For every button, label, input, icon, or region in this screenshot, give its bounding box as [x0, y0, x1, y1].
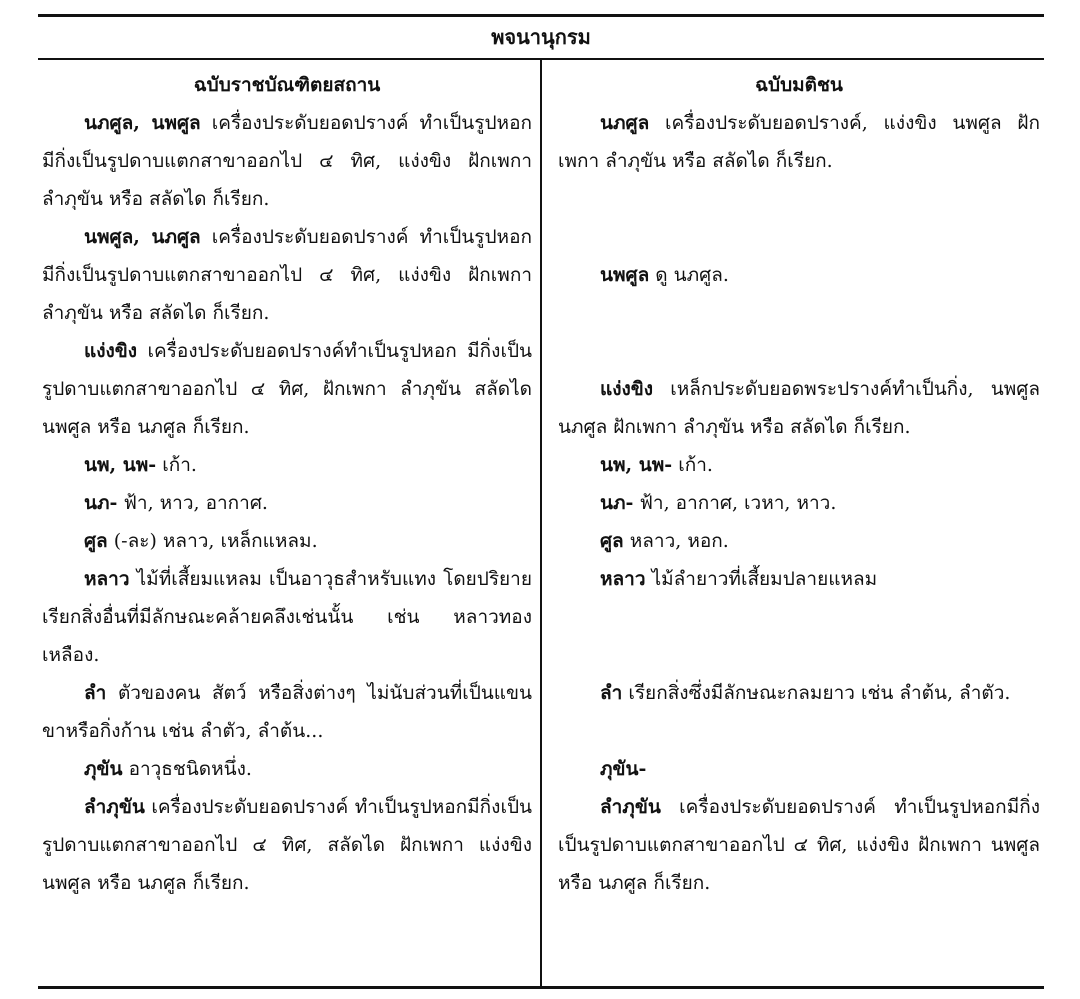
dictionary-comparison-table	[38, 14, 1044, 992]
entry-term: นภ-	[84, 492, 118, 514]
entry-definition: เครื่องประดับยอดปรางค์ ทำเป็นรูปหอก มีกิ่งเป็นรูปดาบแตกสาขาออกไป ๔ ทิศ, แง่งขิง ฝักเพกา ลำภุขัน หรือ สลัดได ก็เรียก.	[42, 112, 532, 210]
entry-term-alt: นพ-	[122, 454, 157, 476]
entry-term: ลำภุขัน	[600, 796, 661, 818]
entry-term: ภุขัน-	[600, 758, 647, 780]
entry-left-5	[38, 522, 538, 560]
entry-term: นพ	[84, 454, 110, 476]
entry-term: ศูล	[600, 530, 624, 552]
entry-definition: ฟ้า, อากาศ, เวหา, หาว.	[639, 492, 837, 514]
entry-term: ลำ	[600, 682, 623, 704]
entry-right-0	[546, 104, 1044, 180]
entry-definition: เครื่องประดับยอดปรางค์ ทำเป็นรูปหอกมีกิ่งเป็นรูปดาบแตกสาขาออกไป ๔ ทิศ, สลัดได ฝักเพกา แง่งขิง นพศูล หรือ นภศูล ก็เรียก.	[42, 796, 533, 894]
table-title: พจนานุกรม	[491, 25, 591, 49]
entry-separator: ,	[133, 112, 152, 134]
column-header-royal-institute: ฉบับราชบัณฑิตยสถาน	[193, 74, 381, 96]
entry-definition: เก้า.	[162, 454, 197, 476]
entry-term-alt: นพศูล	[151, 112, 201, 134]
entry-definition: หลาว, หอก.	[629, 530, 729, 552]
column-royal-institute	[38, 66, 538, 104]
entry-term: แง่งขิง	[84, 340, 138, 362]
entry-left-2	[38, 332, 538, 446]
entry-left-1	[38, 218, 538, 332]
entry-term: หลาว	[600, 568, 646, 590]
entry-right-7	[546, 674, 1044, 712]
column-header-matichon: ฉบับมติชน	[755, 74, 843, 96]
entry-term: นภศูล	[84, 112, 134, 134]
entry-definition: เครื่องประดับยอดปรางค์ ทำเป็นรูปหอกมีกิ่งเป็นรูปดาบแตกสาขาออกไป ๔ ทิศ, แง่งขิง ฝักเพกา นพศูล หรือ นภศูล ก็เรียก.	[558, 796, 1040, 894]
entry-term: ลำภุขัน	[84, 796, 145, 818]
entry-definition: (-ละ) หลาว, เหล็กแหลม.	[113, 530, 318, 552]
entry-right-8	[546, 750, 1044, 788]
entry-left-7	[38, 674, 538, 750]
column-matichon-entries	[546, 104, 1044, 984]
entry-left-3	[38, 446, 538, 484]
entry-right-4	[546, 484, 1044, 522]
entry-term: ศูล	[84, 530, 108, 552]
entry-term: นพศูล	[84, 226, 134, 248]
entry-right-5	[546, 522, 1044, 560]
entry-term-alt: นภศูล	[151, 226, 201, 248]
entry-left-9	[38, 788, 538, 902]
entry-definition: ไม้ที่เสี้ยมแหลม เป็นอาวุธสำหรับแทง โดยปริยายเรียกสิ่งอื่นที่มีลักษณะคล้ายคลึงเช่นนั้น เช่น หลาวทองเหลือง.	[42, 568, 532, 666]
entry-definition: ฟ้า, หาว, อากาศ.	[123, 492, 268, 514]
entry-right-1	[546, 256, 1044, 294]
entry-definition: เรียกสิ่งซึ่งมีลักษณะกลมยาว เช่น ลำต้น, ลำตัว.	[628, 682, 1011, 704]
entry-definition: เครื่องประดับยอดปรางค์ ทำเป็นรูปหอก มีกิ่งเป็นรูปดาบแตกสาขาออกไป ๔ ทิศ, แง่งขิง ฝักเพกา ลำภุขัน หรือ สลัดได ก็เรียก.	[42, 226, 532, 324]
table-top-rule	[38, 14, 1044, 17]
entry-left-6	[38, 560, 538, 674]
entry-definition: ไม้ลำยาวที่เสี้ยมปลายแหลม	[651, 568, 878, 590]
entry-term: นภ-	[600, 492, 634, 514]
entry-term: แง่งขิง	[600, 378, 654, 400]
entry-separator: ,	[133, 226, 152, 248]
entry-definition: เครื่องประดับยอดปรางค์ทำเป็นรูปหอก มีกิ่งเป็นรูปดาบแตกสาขาออกไป ๔ ทิศ, ฝักเพกา ลำภุขัน สลัดได นพศูล หรือ นภศูล ก็เรียก.	[42, 340, 533, 438]
entry-term-alt: นพ-	[638, 454, 673, 476]
entry-term: นพศูล	[600, 264, 650, 286]
entry-term: หลาว	[84, 568, 130, 590]
entry-right-9	[546, 788, 1044, 902]
table-bottom-rule	[38, 986, 1044, 989]
entry-term: นพ	[600, 454, 626, 476]
entry-left-4	[38, 484, 538, 522]
column-matichon	[546, 66, 1044, 104]
column-royal-institute-entries	[38, 104, 538, 984]
entry-definition: ดู นภศูล.	[655, 264, 729, 286]
entry-definition: เครื่องประดับยอดปรางค์, แง่งขิง นพศูล ฝักเพกา ลำภุขัน หรือ สลัดได ก็เรียก.	[558, 112, 1040, 172]
entry-definition: อาวุธชนิดหนึ่ง.	[128, 758, 252, 780]
entry-definition: เหล็กประดับยอดพระปรางค์ทำเป็นกิ่ง, นพศูล นภศูล ฝักเพกา ลำภุขัน หรือ สลัดได ก็เรียก.	[558, 378, 1040, 438]
entry-right-2	[546, 370, 1044, 446]
entry-separator: ,	[109, 454, 123, 476]
entry-term: ลำ	[84, 682, 107, 704]
entry-term: ภุขัน	[84, 758, 123, 780]
entry-left-8	[38, 750, 538, 788]
column-divider	[540, 60, 542, 986]
entry-definition: ตัวของคน สัตว์ หรือสิ่งต่างๆ ไม่นับส่วนที่เป็นแขนขาหรือกิ่งก้าน เช่น ลำตัว, ลำต้น...	[42, 682, 532, 742]
entry-right-3	[546, 446, 1044, 484]
entry-separator: ,	[625, 454, 639, 476]
entry-term: นภศูล	[600, 112, 650, 134]
entry-left-0	[38, 104, 538, 218]
entry-definition: เก้า.	[678, 454, 713, 476]
entry-right-6	[546, 560, 1044, 598]
